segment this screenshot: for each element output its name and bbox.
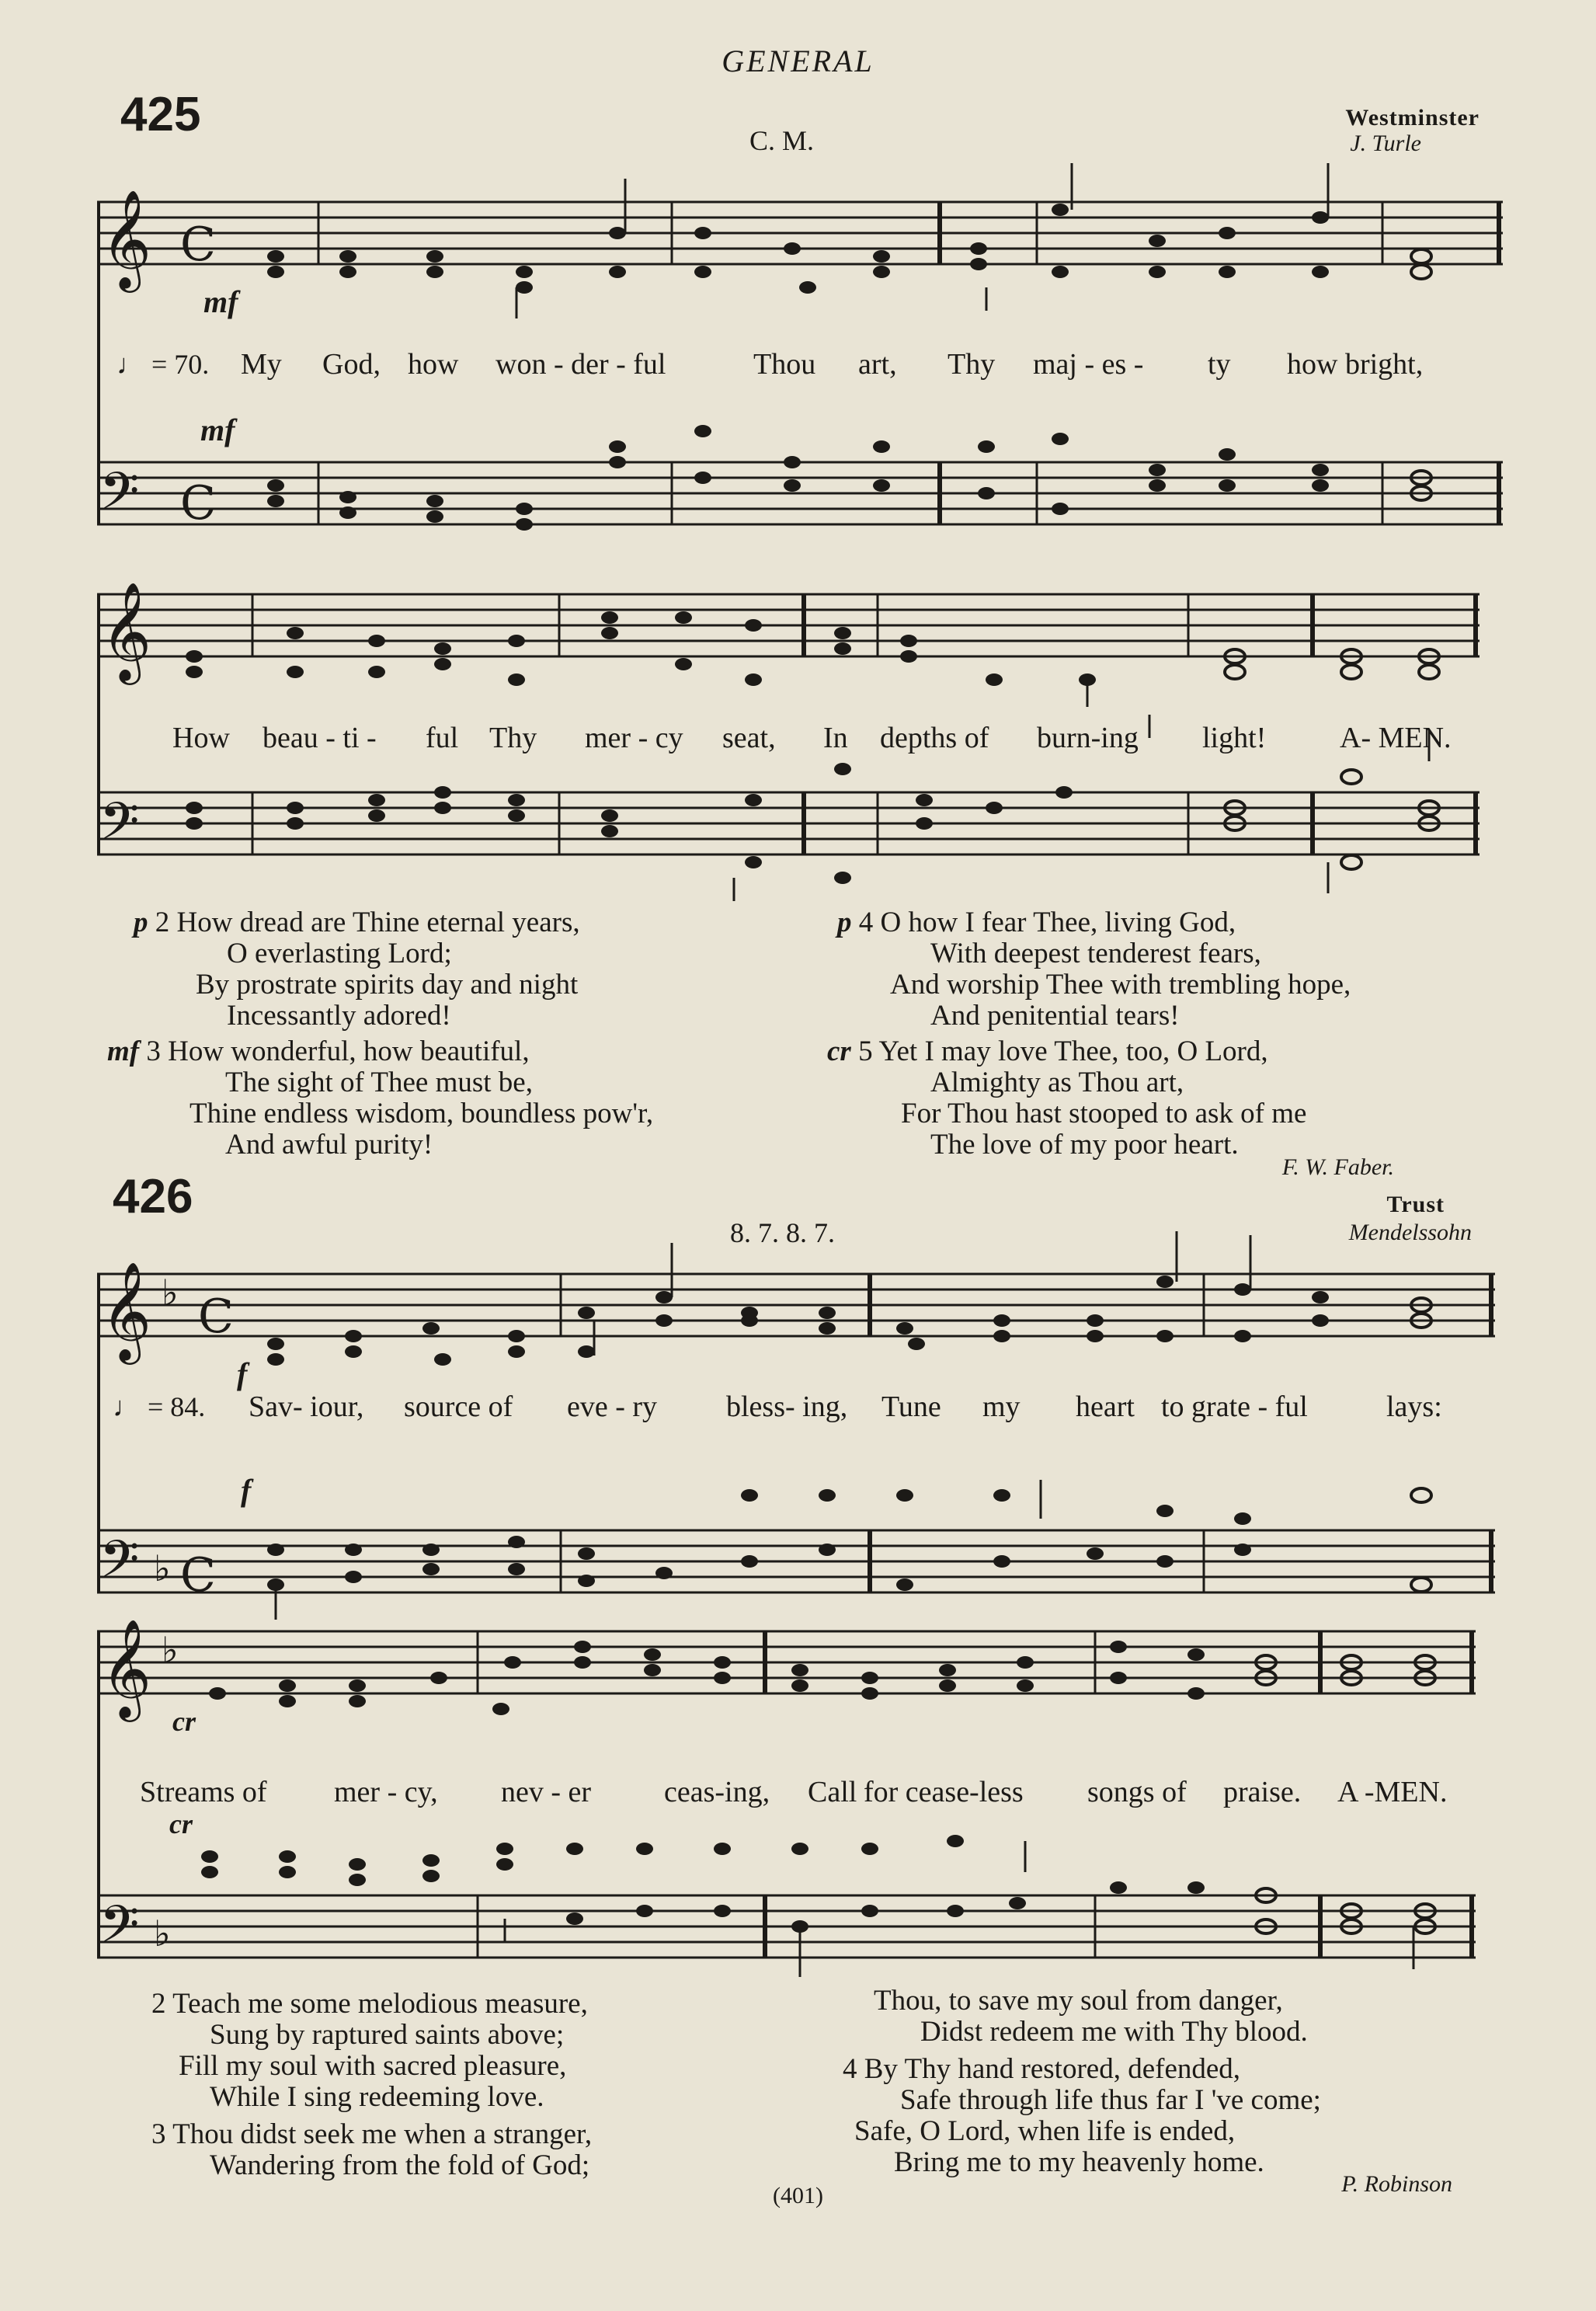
verse-line: By prostrate spirits day and night: [196, 969, 579, 1001]
lyric-amen: A -MEN.: [1337, 1776, 1448, 1808]
lyric-syllable: for cease-less: [864, 1776, 1024, 1808]
svg-text:𝄢: 𝄢: [99, 461, 140, 534]
lyric-syllable: to grate - ful: [1161, 1390, 1308, 1423]
verse-line: How wonderful, how beautiful,: [168, 1035, 530, 1067]
lyric-syllable: In: [823, 722, 848, 754]
quarter-note-icon: ♩: [113, 1391, 141, 1422]
verse-dynamic: p: [134, 907, 148, 938]
verse-line: For Thou hast stooped to ask of me: [901, 1098, 1307, 1129]
lyric-syllable: mer - cy,: [334, 1776, 438, 1808]
lyric-syllable: seat,: [722, 722, 776, 754]
verse-number: 2: [155, 907, 170, 938]
verse-line: Bring me to my heavenly home.: [894, 2146, 1264, 2178]
verse-line: Incessantly adored!: [227, 1000, 451, 1032]
lyric-syllable: nev - er: [501, 1776, 592, 1808]
verse-block: [151, 2119, 592, 2181]
lyric-syllable: songs of: [1087, 1776, 1187, 1808]
svg-text:𝄢: 𝄢: [99, 792, 140, 864]
verse-line: How dread are Thine eternal years,: [176, 907, 580, 938]
lyric-syllable: My: [241, 348, 282, 381]
running-head: GENERAL: [722, 44, 874, 78]
svg-text:♭: ♭: [154, 1912, 171, 1954]
lyric-syllable: Tune: [881, 1390, 941, 1423]
lyric-syllable: burn-ing: [1037, 722, 1139, 754]
verse-dynamic: mf: [107, 1035, 140, 1067]
svg-text:𝄞: 𝄞: [101, 1261, 152, 1360]
verse-number: 4: [843, 2053, 857, 2085]
svg-text:♭: ♭: [162, 1272, 179, 1314]
verse-line: The sight of Thee must be,: [225, 1067, 533, 1098]
verse-dynamic: p: [837, 907, 852, 938]
lyric-syllable: how: [408, 348, 459, 381]
verse-line: While I sing redeeming love.: [210, 2081, 544, 2113]
verse-line: And awful purity!: [225, 1129, 433, 1161]
verse-number: 2: [151, 1988, 166, 2020]
lyric-syllable: source of: [404, 1390, 513, 1423]
lyric-syllable: mer - cy: [585, 722, 683, 754]
lyric-syllable: Thy: [948, 348, 996, 381]
verse-line: And worship Thee with trembling hope,: [890, 969, 1351, 1001]
svg-text:♭: ♭: [162, 1629, 179, 1671]
hymn-425-meter: C. M.: [749, 125, 815, 156]
svg-text:C: C: [198, 1289, 234, 1344]
verse-number: 5: [858, 1035, 873, 1067]
lyric-syllable: Thou: [753, 348, 816, 381]
svg-text:C: C: [180, 218, 216, 272]
verse-line: Thou, to save my soul from danger,: [874, 1985, 1283, 2017]
lyric-syllable: bless- ing,: [726, 1390, 848, 1423]
verse-line: Sung by raptured saints above;: [210, 2019, 565, 2051]
svg-text:♭: ♭: [154, 1547, 171, 1589]
lyric-syllable: ceas-ing,: [664, 1776, 770, 1808]
hymn-425-number: 425: [120, 88, 201, 141]
lyric-syllable: beau - ti -: [263, 722, 377, 754]
lyric-syllable: God,: [322, 348, 381, 381]
svg-text:C: C: [180, 476, 216, 531]
hymn-425-dynamic-bass: mf: [200, 412, 235, 447]
lyric-syllable: lays:: [1386, 1390, 1442, 1423]
hymn-426-author: P. Robinson: [1341, 2171, 1452, 2197]
verse-line: With deepest tenderest fears,: [930, 938, 1261, 969]
verse-number: 3: [146, 1035, 161, 1067]
hymn-426-dynamic-bass: f: [241, 1473, 252, 1508]
lyric-syllable: light!: [1202, 722, 1267, 754]
hymn-425-author: F. W. Faber.: [1281, 1154, 1394, 1180]
verse-line: O everlasting Lord;: [227, 938, 452, 969]
quarter-note-icon: ♩: [116, 349, 144, 380]
verse-number: 3: [151, 2118, 166, 2150]
hymn-425-tempo: ♩ = 70.: [116, 349, 210, 380]
svg-text:𝄞: 𝄞: [101, 581, 152, 680]
verse-line: Thou didst seek me when a stranger,: [172, 2118, 593, 2150]
svg-text:𝄞: 𝄞: [101, 189, 152, 288]
lyric-syllable: maj - es -: [1033, 348, 1144, 381]
verse-line: Safe through life thus far I 've come;: [900, 2084, 1321, 2116]
hymn-426-tempo: ♩ = 84.: [113, 1391, 206, 1422]
svg-text:C: C: [180, 1548, 216, 1603]
verse-block: [843, 2054, 1321, 2178]
verse-line: By Thy hand restored, defended,: [864, 2053, 1241, 2085]
verse-number: 4: [858, 907, 874, 938]
lyric-syllable: praise.: [1223, 1776, 1302, 1808]
lyric-amen: A- MEN.: [1340, 722, 1452, 754]
hymn-425-dynamic-treble: mf: [203, 284, 238, 319]
lyric-syllable: my: [982, 1390, 1021, 1423]
verse-line: And penitential tears!: [930, 1000, 1180, 1032]
hymn-426-meter: 8. 7. 8. 7.: [730, 1217, 835, 1248]
lyric-syllable: How: [172, 722, 230, 754]
verse-line: Yet I may love Thee, too, O Lord,: [878, 1035, 1268, 1067]
verse-line: Almighty as Thou art,: [930, 1067, 1184, 1098]
lyric-syllable: heart: [1076, 1390, 1135, 1423]
verse-line: Didst redeem me with Thy blood.: [920, 2016, 1308, 2048]
lyric-syllable: depths of: [880, 722, 989, 754]
lyric-syllable: Thy: [489, 722, 537, 754]
lyric-syllable: ful: [426, 722, 459, 754]
lyric-syllable: Streams of: [140, 1776, 267, 1808]
lyric-syllable: eve - ry: [567, 1390, 658, 1423]
verse-line: Safe, O Lord, when life is ended,: [854, 2115, 1236, 2147]
hymn-425-tune: Westminster: [1345, 105, 1480, 131]
hymn-426-composer: Mendelssohn: [1348, 1220, 1472, 1245]
svg-text:𝄢: 𝄢: [99, 1530, 140, 1602]
page-number: (401): [773, 2183, 823, 2208]
verse-block: [151, 1989, 588, 2113]
verse-line: O how I fear Thee, living God,: [880, 907, 1236, 938]
hymn-425-composer: J. Turle: [1350, 131, 1421, 156]
hymn-426-dynamic-treble-2: cr: [172, 1706, 196, 1737]
verse-block: [874, 1986, 1308, 2048]
hymn-426-dynamic-treble: f: [237, 1356, 248, 1391]
lyric-syllable: how bright,: [1287, 348, 1424, 381]
svg-text:𝄢: 𝄢: [99, 1895, 140, 1967]
verse-dynamic: cr: [827, 1035, 851, 1067]
verse-line: Thine endless wisdom, boundless pow'r,: [190, 1098, 654, 1129]
verse-line: Fill my soul with sacred pleasure,: [179, 2050, 567, 2082]
lyric-syllable: won - der - ful: [495, 348, 666, 381]
hymn-426-dynamic-bass-2: cr: [169, 1808, 193, 1839]
lyric-syllable: art,: [858, 348, 897, 381]
lyric-syllable: ty: [1208, 348, 1231, 381]
verse-line: Wandering from the fold of God;: [210, 2149, 590, 2181]
lyric-syllable: Call: [808, 1776, 857, 1808]
lyric-syllable: Sav- iour,: [249, 1390, 364, 1423]
hymn-426-number: 426: [113, 1170, 193, 1223]
verse-line: The love of my poor heart.: [930, 1129, 1239, 1161]
verse-line: Teach me some melodious measure,: [172, 1988, 588, 2020]
svg-text:𝄞: 𝄞: [101, 1618, 152, 1718]
hymn-426-tune: Trust: [1386, 1192, 1445, 1217]
